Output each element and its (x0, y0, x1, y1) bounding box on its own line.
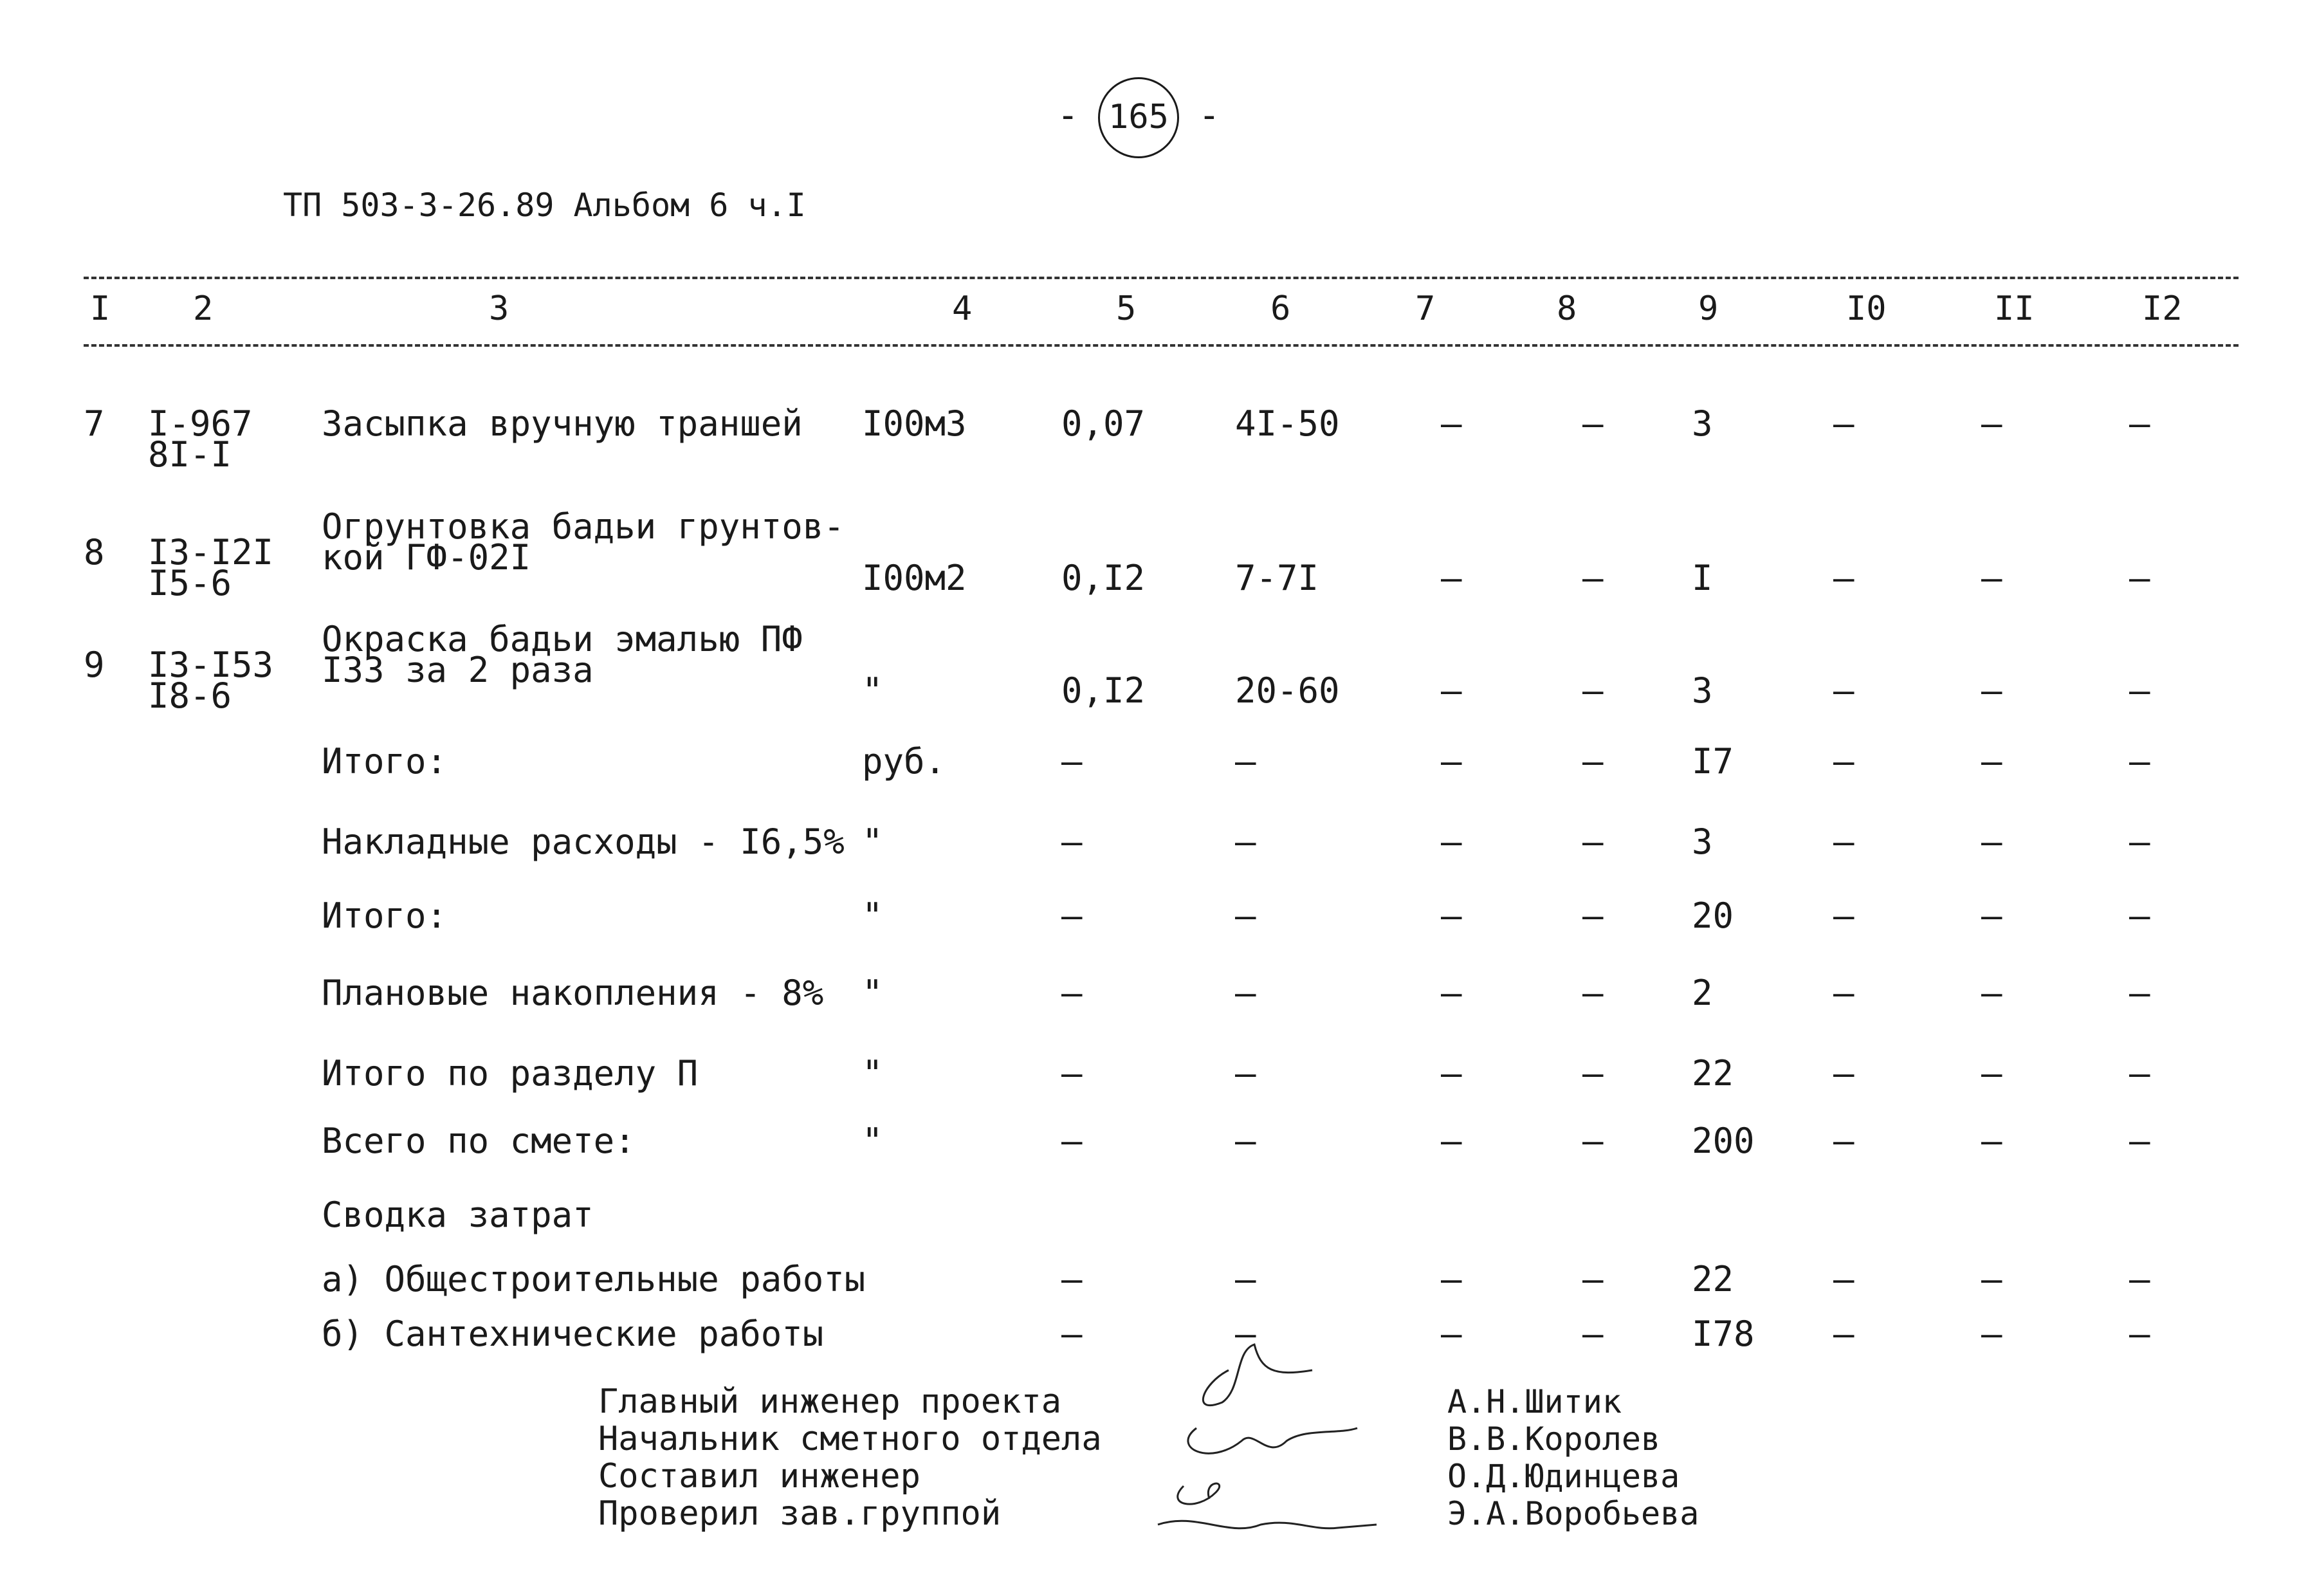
row-col-12: – (2129, 973, 2150, 1013)
row-price: – (1235, 821, 1256, 862)
row-price: – (1235, 741, 1256, 782)
row-col-12: – (2129, 558, 2150, 598)
row-code: I3-I2I (148, 532, 274, 573)
row-col-8: – (1582, 670, 1604, 711)
row-price: – (1235, 1053, 1256, 1094)
row-col-12: – (2129, 895, 2150, 936)
row-unit: руб. (862, 741, 946, 782)
handwritten-signatures (1145, 1332, 1415, 1544)
signature-title: Составил инженер (598, 1457, 920, 1496)
row-col-11: – (1981, 973, 2002, 1013)
row-col-10: – (1833, 895, 1855, 936)
signer-name: А.Н.Шитик (1447, 1383, 1622, 1420)
row-code: I-967 (148, 403, 253, 444)
row-col-7: – (1441, 1259, 1462, 1299)
column-header: I2 (2142, 289, 2183, 328)
row-unit: " (862, 973, 883, 1013)
row-col-8: – (1582, 1053, 1604, 1094)
row-name: кой ГФ-02I (322, 537, 531, 578)
document-title: ТП 503-3-26.89 Альбом 6 ч.I (283, 187, 806, 224)
row-col-8: – (1582, 403, 1604, 444)
row-col-11: – (1981, 741, 2002, 782)
row-col-11: – (1981, 821, 2002, 862)
row-col-7: – (1441, 558, 1462, 598)
page-number (1042, 77, 1235, 158)
row-quantity: – (1061, 1314, 1083, 1354)
row-col-9: I (1692, 558, 1713, 598)
row-price: – (1235, 1121, 1256, 1161)
row-col-8: – (1582, 895, 1604, 936)
row-unit: I00м2 (862, 558, 967, 598)
row-col-9: 200 (1692, 1121, 1755, 1161)
row-col-12: – (2129, 821, 2150, 862)
row-price: – (1235, 1314, 1256, 1354)
row-col-7: – (1441, 973, 1462, 1013)
row-col-9: 20 (1692, 895, 1734, 936)
column-header: 2 (193, 289, 214, 328)
row-number: 7 (84, 403, 105, 444)
row-name: I33 за 2 раза (322, 650, 594, 690)
row-col-12: – (2129, 403, 2150, 444)
row-name: Сводка затрат (322, 1195, 594, 1235)
row-col-9: I7 (1692, 741, 1734, 782)
row-col-11: – (1981, 1314, 2002, 1354)
row-number: 9 (84, 645, 105, 685)
column-header: 4 (952, 289, 973, 328)
column-header: 8 (1557, 289, 1577, 328)
column-header: 7 (1415, 289, 1436, 328)
row-col-11: – (1981, 1053, 2002, 1094)
row-unit: " (862, 1121, 883, 1161)
signature-title: Начальник сметного отдела (598, 1420, 1102, 1458)
row-price: – (1235, 1259, 1256, 1299)
row-name: Плановые накопления - 8% (322, 973, 824, 1013)
row-quantity: 0,07 (1061, 403, 1146, 444)
row-col-12: – (2129, 741, 2150, 782)
row-price: 20-60 (1235, 670, 1340, 711)
row-quantity: – (1061, 821, 1083, 862)
row-col-12: – (2129, 1314, 2150, 1354)
column-header: I0 (1846, 289, 1887, 328)
row-col-8: – (1582, 821, 1604, 862)
row-quantity: 0,I2 (1061, 670, 1146, 711)
row-col-10: – (1833, 1259, 1855, 1299)
row-col-11: – (1981, 1121, 2002, 1161)
row-unit: I00м3 (862, 403, 967, 444)
row-col-9: 3 (1692, 821, 1713, 862)
row-code: I3-I53 (148, 645, 274, 685)
row-col-7: – (1441, 821, 1462, 862)
row-unit: " (862, 895, 883, 936)
row-col-10: – (1833, 1314, 1855, 1354)
row-col-10: – (1833, 403, 1855, 444)
row-number: 8 (84, 532, 105, 573)
row-col-9: 3 (1692, 403, 1713, 444)
header-bottom-rule (84, 344, 2239, 347)
row-col-9: 2 (1692, 973, 1713, 1013)
row-col-7: – (1441, 1121, 1462, 1161)
row-col-8: – (1582, 973, 1604, 1013)
row-code: I8-6 (148, 675, 232, 716)
dash-left: - (1057, 95, 1079, 137)
column-header: 3 (489, 289, 509, 328)
row-col-10: – (1833, 558, 1855, 598)
row-unit: " (862, 670, 883, 711)
row-col-12: – (2129, 1259, 2150, 1299)
row-quantity: – (1061, 741, 1083, 782)
signer-name: Э.А.Воробьева (1447, 1495, 1699, 1532)
row-name: а) Общестроительные работы (322, 1259, 866, 1299)
page-number-circle: 165 (1098, 77, 1179, 158)
column-header: 5 (1116, 289, 1137, 328)
row-col-11: – (1981, 1259, 2002, 1299)
row-col-9: 22 (1692, 1259, 1734, 1299)
row-col-11: – (1981, 895, 2002, 936)
row-col-8: – (1582, 1259, 1604, 1299)
row-unit: " (862, 821, 883, 862)
row-name: Окраска бадьи эмалью ПФ (322, 619, 803, 659)
row-col-12: – (2129, 670, 2150, 711)
signer-name: В.В.Королев (1447, 1420, 1661, 1458)
row-quantity: – (1061, 973, 1083, 1013)
row-col-10: – (1833, 741, 1855, 782)
signer-name: О.Д.Юдинцева (1447, 1458, 1680, 1495)
row-code: 8I-I (148, 434, 232, 475)
row-name: Итого: (322, 741, 448, 782)
signature-title: Главный инженер проекта (598, 1382, 1062, 1421)
signature-title: Проверил зав.группой (598, 1494, 1002, 1533)
row-name: Огрунтовка бадьи грунтов- (322, 506, 845, 547)
row-col-8: – (1582, 741, 1604, 782)
row-col-7: – (1441, 670, 1462, 711)
row-col-7: – (1441, 1053, 1462, 1094)
row-name: б) Сантехнические работы (322, 1314, 824, 1354)
row-price: 4I-50 (1235, 403, 1340, 444)
row-quantity: – (1061, 1121, 1083, 1161)
header-top-rule (84, 277, 2239, 279)
row-code: I5-6 (148, 563, 232, 603)
row-col-10: – (1833, 1053, 1855, 1094)
row-col-9: 3 (1692, 670, 1713, 711)
column-header: I (90, 289, 111, 328)
row-col-10: – (1833, 1121, 1855, 1161)
row-price: – (1235, 895, 1256, 936)
row-col-10: – (1833, 973, 1855, 1013)
row-quantity: 0,I2 (1061, 558, 1146, 598)
row-col-7: – (1441, 895, 1462, 936)
row-col-7: – (1441, 741, 1462, 782)
row-name: Засыпка вручную траншей (322, 403, 803, 444)
row-unit: " (862, 1053, 883, 1094)
row-col-10: – (1833, 821, 1855, 862)
row-price: – (1235, 973, 1256, 1013)
row-col-10: – (1833, 670, 1855, 711)
row-name: Накладные расходы - I6,5% (322, 821, 845, 862)
row-col-12: – (2129, 1053, 2150, 1094)
row-quantity: – (1061, 1053, 1083, 1094)
row-col-11: – (1981, 558, 2002, 598)
row-col-7: – (1441, 1314, 1462, 1354)
row-col-8: – (1582, 1121, 1604, 1161)
row-col-9: I78 (1692, 1314, 1755, 1354)
column-header: 9 (1698, 289, 1719, 328)
signature-titles (598, 1383, 1102, 1532)
row-col-8: – (1582, 558, 1604, 598)
row-quantity: – (1061, 895, 1083, 936)
row-quantity: – (1061, 1259, 1083, 1299)
dash-right: - (1198, 95, 1220, 137)
column-header: 6 (1270, 289, 1291, 328)
row-col-12: – (2129, 1121, 2150, 1161)
row-col-11: – (1981, 403, 2002, 444)
row-col-8: – (1582, 1314, 1604, 1354)
signature-names (1447, 1383, 1699, 1532)
row-price: 7-7I (1235, 558, 1319, 598)
row-col-9: 22 (1692, 1053, 1734, 1094)
row-name: Итого по разделу П (322, 1053, 699, 1094)
row-name: Итого: (322, 895, 448, 936)
row-col-11: – (1981, 670, 2002, 711)
row-col-7: – (1441, 403, 1462, 444)
column-header: II (1994, 289, 2035, 328)
row-name: Всего по смете: (322, 1121, 636, 1161)
